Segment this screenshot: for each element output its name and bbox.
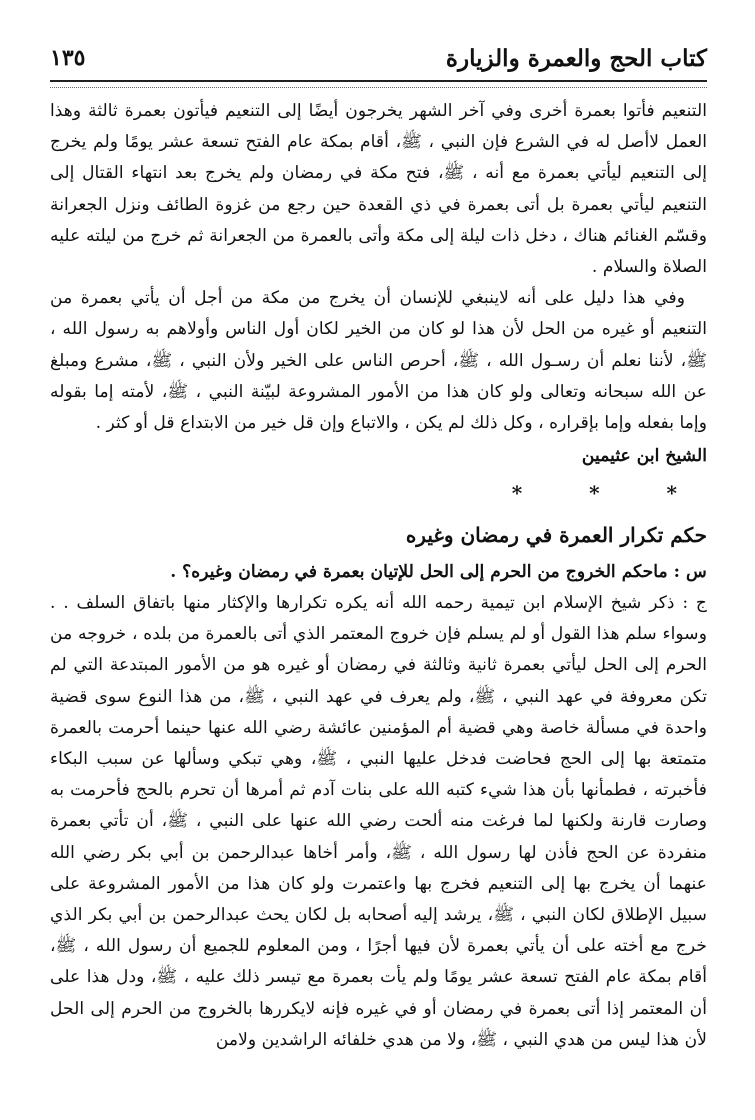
section-title: حكم تكرار العمرة في رمضان وغيره	[405, 522, 707, 547]
question-text: س : ماحكم الخروج من الحرم إلى الحل للإتيان بعمرة في رمضان وغيره؟ .	[170, 561, 707, 582]
header-rule	[50, 80, 707, 88]
author-signature: الشيخ ابن عثيمين	[581, 446, 707, 467]
page-header	[50, 40, 707, 76]
main-text	[50, 96, 707, 1056]
paragraph: وفي هذا دليل على أنه لاينبغي للإنسان أن يخرج من مكة من أجل أن يأتي بعمرة من التنعيم أو غيره من الحل لأن هذا لو كان من الخير لكان أول الناس وأولاهم به رسول الله ، ﷺ، لأننا نعلم أن رسـول الله ، ﷺ، أحرص الناس على الخير ولأن النبي ، ﷺ، مشرع ومبلغ عن الله سبحانه وتعالى ولو كان هذا من الأمور المشروعة لبيّنة النبي ، ﷺ، لأمته إما بقوله وإما بفعله وإما بإقراره ، وكل ذلك لم يكن ، والاتباع وإن قل خير من الابتداع قل أو كثر .	[50, 288, 707, 434]
book-title: كتاب الحج والعمرة والزيارة	[445, 44, 707, 72]
paragraph: التنعيم فأتوا بعمرة أخرى وفي آخر الشهر يخرجون أيضًا إلى التنعيم فيأتون بعمرة ثالثة وهذا العمل لاأصل له في الشرع فإن النبي ، ﷺ، أقام بمكة عام الفتح تسعة عشر يومًا ولم يخرج إلى التنعيم ليأتي بعمرة مع أنه ، ﷺ، فتح مكة في رمضان ولم يخرج بعد انتهاء القتال إلى التنعيم ليأتي بعمرة بل أتى بعمرة في ذي القعدة حين رجع من غزوة الطائف ونزل الجعرانة وقسّم الغنائم هناك ، دخل ذات ليلة إلى مكة وأتى بالعمرة من الجعرانة ثم خرج من ليلته عليه الصلاة والسلام .	[50, 101, 707, 278]
section-separator: * * *	[511, 481, 707, 506]
page-number: ١٣٥	[50, 45, 86, 71]
answer-text: ج : ذكر شيخ الإسلام ابن تيمية رحمه الله أنه يكره تكرارها والإكثار منها باتفاق السلف . . وسواء سلم هذا القول أو لم يسلم فإن خروج المعتمر الذي أتى بالعمرة من بلده ، خروجه من الحرم إلى الحل ليأتي بعمرة ثانية وثالثة في رمضان أو غيره هو من الأمور المبتدعة التي لم تكن معروفة في عهد النبي ، ﷺ، ولم يعرف في عهد النبي ، ﷺ، من هذا النوع سوى قضية واحدة في مسألة خاصة وهي قضية أم المؤمنين عائشة رضي الله عنها حينما أحرمت بالعمرة متمتعة بها إلى الحج فحاضت فدخل عليها النبي ، ﷺ، وهي تبكي وسألها عن سبب البكاء فأخبرته ، فطمأنها بأن هذا شيء كتبه الله على بنات آدم ثم أمرها أن تحرم بالحج فأحرمت به وصارت قارنة ولكنها لما فرغت منه ألحت رضي الله عنها على النبي ، ﷺ، أن تأتي بعمرة منفردة عن الحج فأذن لها رسول الله ، ﷺ، وأمر أخاها عبدالرحمن بن أبي بكر رضي الله عنهما أن يخرج بها إلى التنعيم فخرج بها واعتمرت ولو كان هذا من الأمور المشروعة على سبيل الإطلاق لكان النبي ، ﷺ، يرشد إليه أصحابه بل لكان يحث عبدالرحمن بن أبي بكر الذي خرج مع أخته على أن يأتي بعمرة لأن فيها أجرًا ، ومن المعلوم للجميع أن رسول الله ، ﷺ، أقام بمكة عام الفتح تسعة عشر يومًا ولم يأت بعمرة مع تيسر ذلك عليه ، ﷺ، ودل هذا على أن المعتمر إذا أتى بعمرة في رمضان أو في غيره فإنه لايكررها بالخروج من الحرم إلى الحل لأن هذا ليس من هدي النبي ، ﷺ، ولا من هدي خلفائه الراشدين ولامن	[50, 593, 707, 1050]
